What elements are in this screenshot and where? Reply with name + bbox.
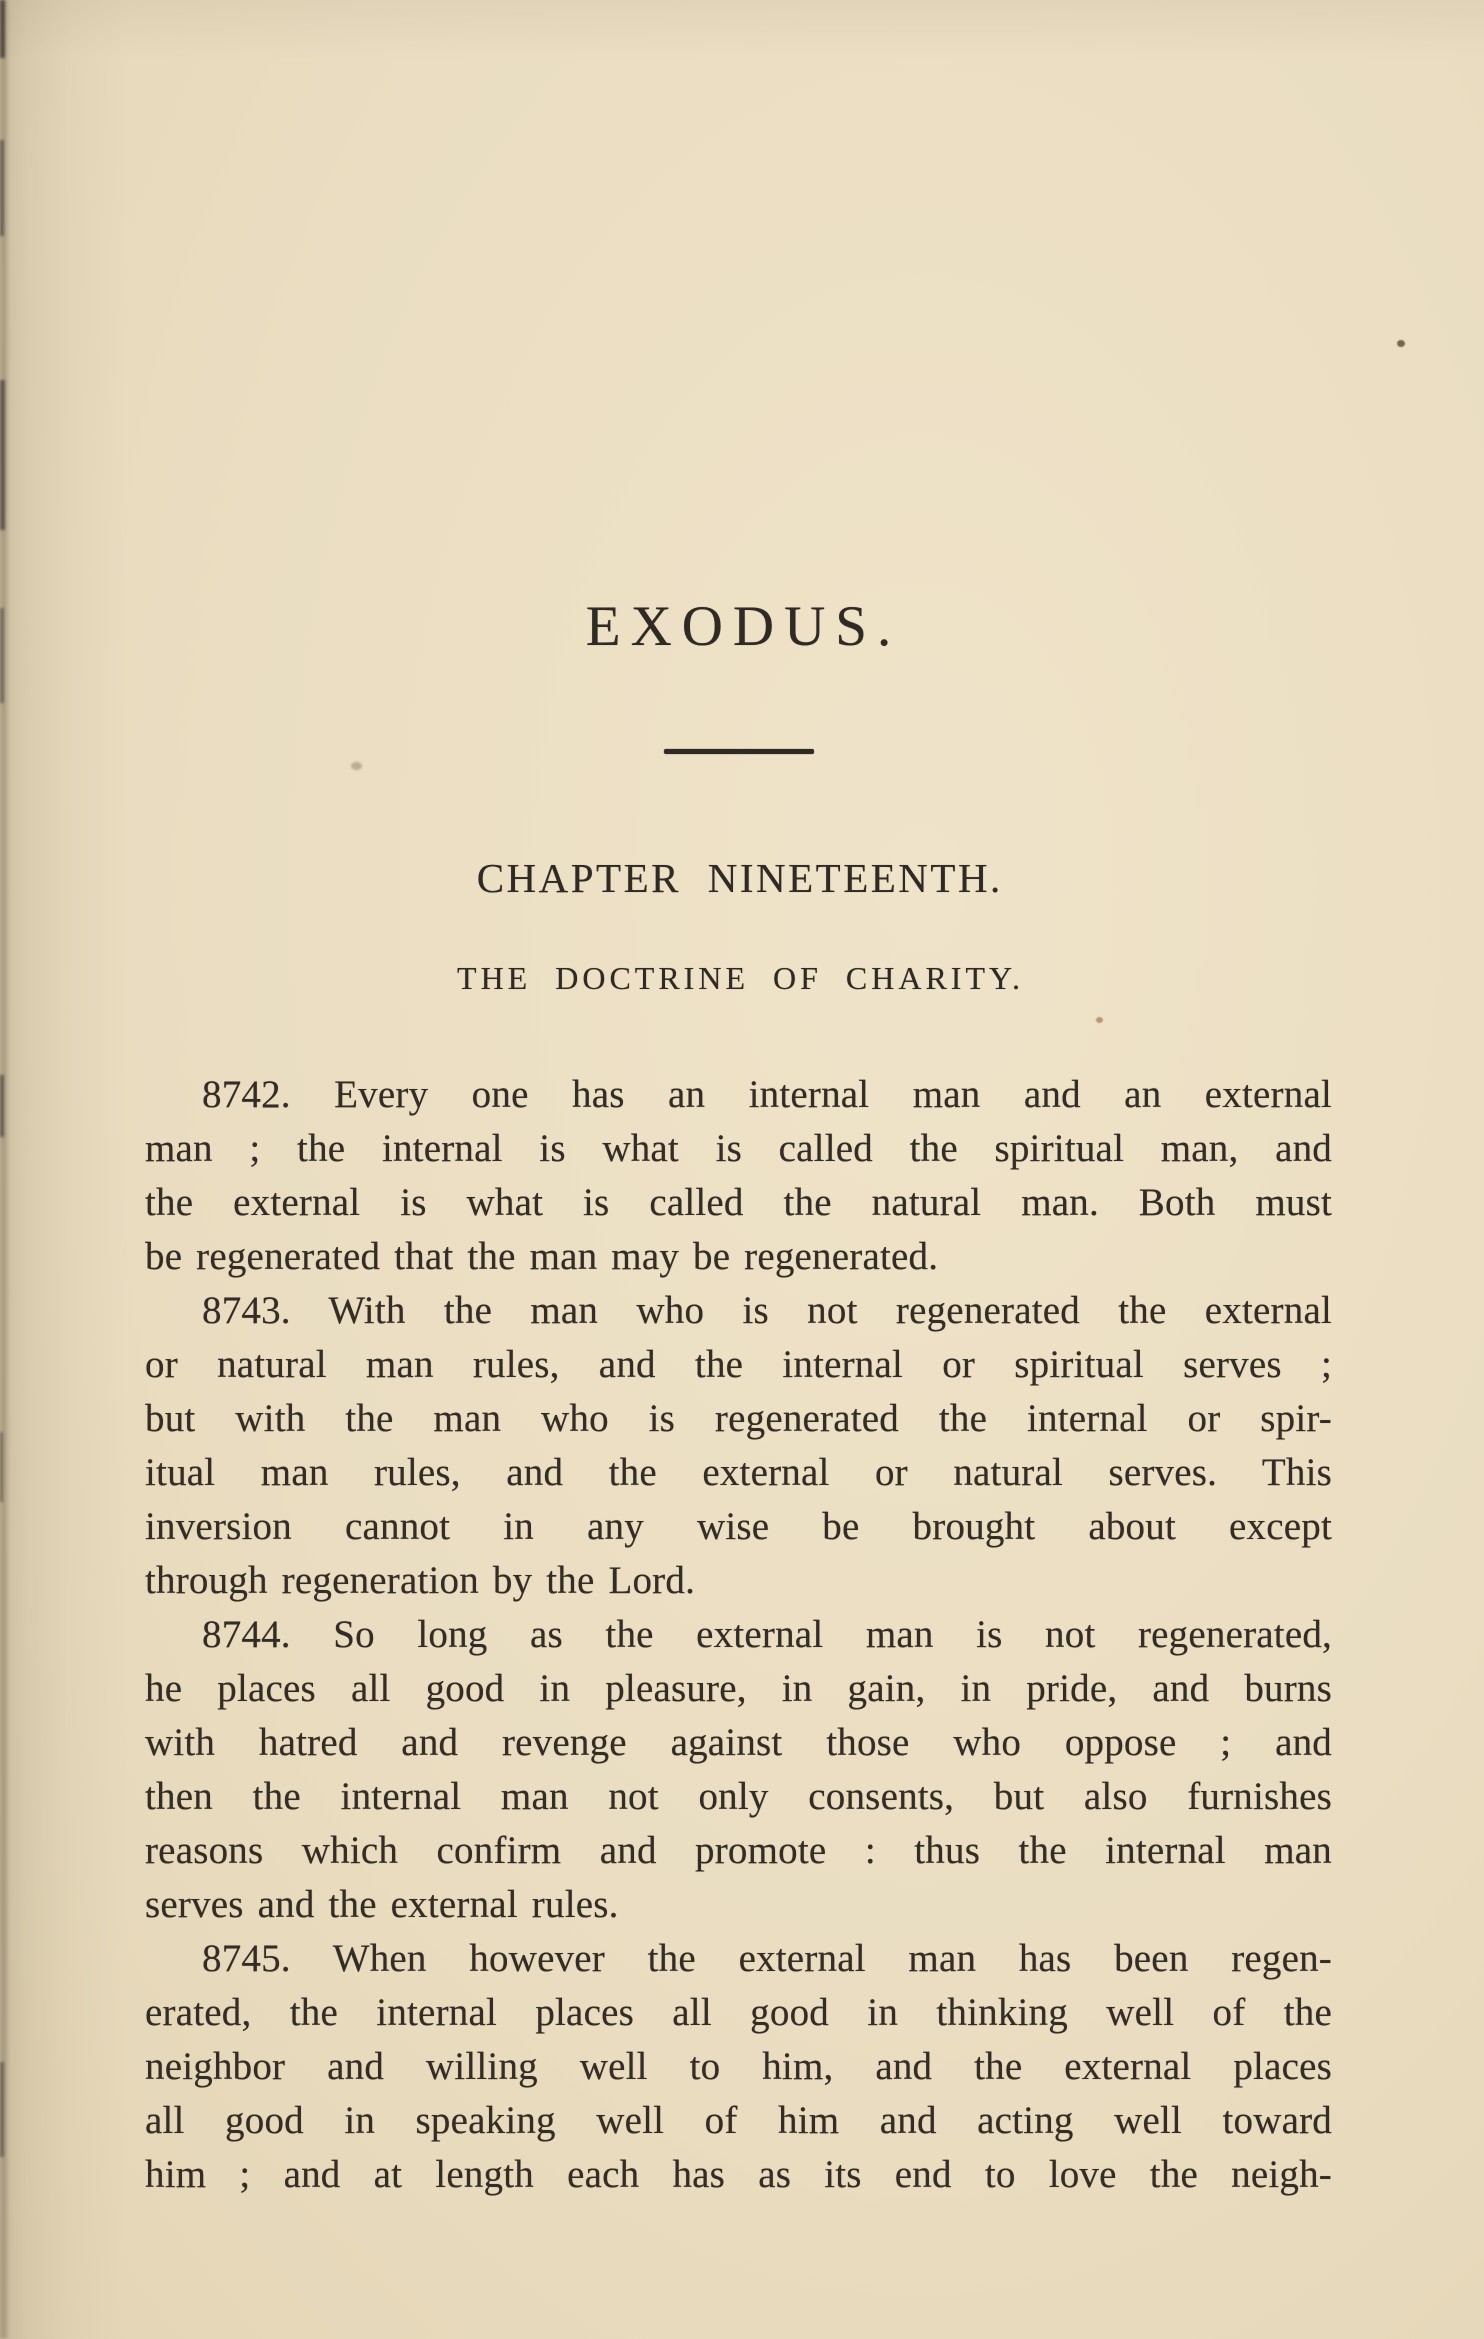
body-text bbox=[145, 1068, 1332, 2202]
text-line: neighbor and willing well to him, and the external places bbox=[145, 2045, 1332, 2088]
text-line: 8744. So long as the external man is not regenerated, bbox=[202, 1613, 1332, 1656]
text-line: reasons which confirm and promote : thus the internal man bbox=[145, 1829, 1332, 1872]
text-line: then the internal man not only consents, but also furnishes bbox=[145, 1775, 1332, 1818]
text-line: inversion cannot in any wise be brought about except bbox=[145, 1505, 1332, 1548]
left-edge-nick bbox=[0, 0, 5, 58]
text-line: he places all good in pleasure, in gain, in pride, and burns bbox=[145, 1667, 1332, 1710]
text-line: 8745. When however the external man has been regen- bbox=[202, 1937, 1332, 1980]
text-line: or natural man rules, and the internal or spiritual serves ; bbox=[145, 1343, 1332, 1386]
book-title: EXODUS. bbox=[585, 595, 902, 658]
paragraph-8744 bbox=[145, 1608, 1332, 1932]
text-line: itual man rules, and the external or natural serves. This bbox=[145, 1451, 1332, 1494]
left-edge-nick bbox=[0, 140, 4, 236]
chapter-heading: CHAPTER NINETEENTH. bbox=[476, 855, 1003, 901]
text-line: be regenerated that the man may be regenerated. bbox=[145, 1235, 939, 1278]
text-line: through regeneration by the Lord. bbox=[145, 1559, 696, 1602]
text-line: erated, the internal places all good in thinking well of the bbox=[145, 1991, 1332, 2034]
paper-speck bbox=[1397, 340, 1405, 347]
paragraph-8742 bbox=[145, 1068, 1332, 1284]
text-line: all good in speaking well of him and acting well toward bbox=[145, 2099, 1332, 2142]
text-line: him ; and at length each has as its end to love the neigh- bbox=[145, 2153, 1332, 2196]
title-divider bbox=[664, 749, 814, 754]
paragraph-8745 bbox=[145, 1932, 1332, 2202]
paragraph-8743 bbox=[145, 1284, 1332, 1608]
text-line: 8742. Every one has an internal man and an external bbox=[202, 1073, 1332, 1116]
text-line: the external is what is called the natural man. Both must bbox=[145, 1181, 1332, 1224]
text-line: with hatred and revenge against those who oppose ; and bbox=[145, 1721, 1332, 1764]
page-content bbox=[0, 597, 1484, 2202]
text-line: 8743. With the man who is not regenerated the external bbox=[202, 1289, 1332, 1332]
text-line: serves and the external rules. bbox=[145, 1883, 619, 1926]
section-heading: THE DOCTRINE OF CHARITY. bbox=[457, 960, 1024, 996]
left-edge-nick bbox=[0, 380, 5, 530]
text-line: but with the man who is regenerated the internal or spir- bbox=[145, 1397, 1332, 1440]
text-line: man ; the internal is what is called the spiritual man, and bbox=[145, 1127, 1332, 1170]
